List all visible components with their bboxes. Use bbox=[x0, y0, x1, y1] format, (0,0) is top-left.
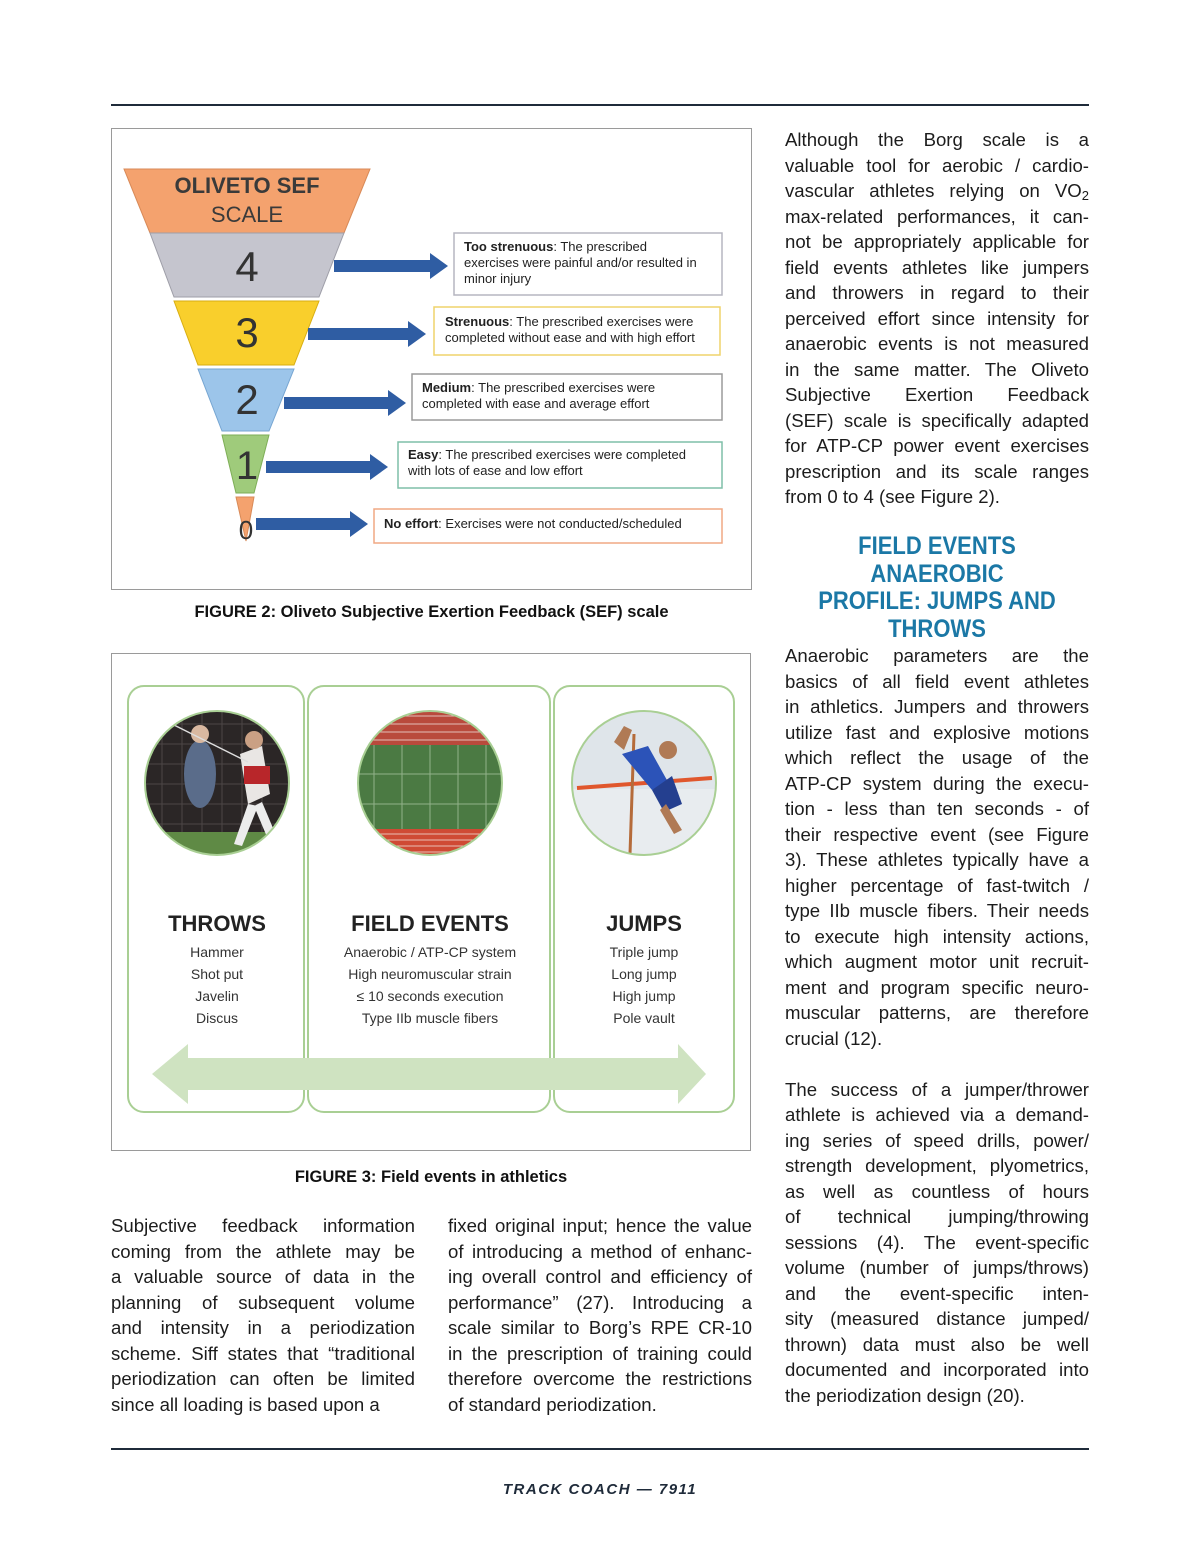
sef-desc-0-label: No effort bbox=[384, 516, 439, 531]
sef-desc-1-line2: with lots of ease and low effort bbox=[408, 463, 583, 478]
text-line: periodization can often be limited bbox=[111, 1368, 415, 1389]
sef-desc-2-label: Medium bbox=[422, 380, 472, 395]
text-line: ing series of speed drills, power/ bbox=[785, 1129, 1089, 1151]
text-line: sessions (4). The event-specific bbox=[785, 1231, 1089, 1253]
right-column-body bbox=[785, 643, 1089, 1408]
text-line bbox=[785, 178, 1089, 204]
throws-item: Hammer bbox=[190, 944, 244, 960]
heading-line: PROFILE: JUMPS AND bbox=[818, 587, 1056, 615]
sef-desc-3-label: Strenuous bbox=[445, 314, 510, 329]
text-line: ment and program specific neuro- bbox=[785, 976, 1089, 998]
svg-text:Too strenuous: The prescribed: Too strenuous: The prescribed bbox=[464, 239, 648, 254]
sef-desc-4-line3: minor injury bbox=[464, 271, 532, 286]
sef-arrow-1 bbox=[266, 454, 388, 480]
heading-line: FIELD EVENTS ANAEROBIC bbox=[858, 532, 1016, 588]
field-events-graphic bbox=[112, 654, 752, 1152]
subscript: 2 bbox=[1081, 188, 1089, 203]
sef-level-3-number: 3 bbox=[235, 309, 259, 356]
text-line: to execute high intensity actions, bbox=[785, 925, 1089, 947]
field-events-item: Type IIb muscle fibers bbox=[361, 1010, 499, 1026]
text-line: Anaerobic parameters are the bbox=[785, 645, 1089, 666]
text-line: coming from the athlete may be bbox=[111, 1240, 415, 1262]
text-line: fixed original input; hence the value bbox=[448, 1215, 752, 1236]
text-line: of standard periodization. bbox=[448, 1393, 657, 1415]
text-line: documented and incorporated into bbox=[785, 1359, 1089, 1380]
top-rule bbox=[111, 104, 1089, 106]
throws-item: Javelin bbox=[195, 988, 239, 1004]
paragraph-gap bbox=[785, 1051, 1089, 1077]
sef-desc-3-line1: The prescribed exercises were bbox=[516, 314, 694, 329]
text-line: for ATP-CP power event exercises bbox=[785, 435, 1089, 456]
text-line: Subjective feedback information bbox=[111, 1215, 415, 1236]
svg-text:No effort: Exercises were not: No effort: Exercises were not conducted/scheduled bbox=[384, 516, 682, 531]
svg-text:Medium: The prescribed exercis: Medium: The prescribed exercises were bbox=[422, 380, 656, 395]
text-line: tion - less than ten seconds - of bbox=[785, 798, 1089, 819]
text-line: of technical jumping/throwing bbox=[785, 1206, 1089, 1227]
text-line: type IIb muscle fibers. Their needs bbox=[785, 900, 1089, 921]
sef-arrow-2 bbox=[284, 390, 406, 416]
text-line: not be appropriately applicable for bbox=[785, 231, 1089, 252]
text-line: (SEF) scale is specifically adapted bbox=[785, 409, 1089, 431]
sef-desc-1-line1: The prescribed exercises were completed bbox=[445, 447, 686, 462]
text-line: planning of subsequent volume bbox=[111, 1291, 415, 1313]
text-line: as well as countless of hours bbox=[785, 1180, 1089, 1202]
text-line: 3). These athletes typically have a bbox=[785, 849, 1089, 870]
text-line: sity (measured distance jumped/ bbox=[785, 1308, 1089, 1329]
sef-desc-2-line2: completed with ease and average effort bbox=[422, 396, 650, 411]
bottom-rule bbox=[111, 1448, 1089, 1450]
figure-2-sef-scale bbox=[111, 128, 752, 590]
text-line: ATP-CP system during the execu- bbox=[785, 772, 1089, 794]
sef-arrow-3 bbox=[308, 321, 426, 347]
text-line: which augment motor unit recruit- bbox=[785, 951, 1089, 972]
sef-level-2-number: 2 bbox=[235, 376, 259, 423]
sef-desc-3-line2: completed without ease and with high effort bbox=[445, 330, 695, 345]
svg-text:Easy: The prescribed exercises: Easy: The prescribed exercises were completed bbox=[408, 447, 686, 462]
section-heading bbox=[803, 533, 1071, 643]
sef-desc-0-line1: Exercises were not conducted/scheduled bbox=[445, 516, 682, 531]
sef-desc-box-3 bbox=[434, 307, 720, 355]
page-footer: TRACK COACH — 7911 bbox=[502, 1481, 698, 1498]
field-events-item: ≤ 10 seconds execution bbox=[356, 988, 504, 1004]
text-line: crucial (12). bbox=[785, 1027, 883, 1049]
text-line: of introducing a method of enhanc- bbox=[448, 1240, 752, 1262]
text-line: the periodization design (20). bbox=[785, 1384, 1025, 1406]
jumps-item: High jump bbox=[612, 988, 676, 1004]
jumps-item: Long jump bbox=[611, 966, 677, 982]
text-line: their respective event (see Figure bbox=[785, 823, 1089, 845]
sef-desc-1-label: Easy bbox=[408, 447, 439, 462]
middle-column-body bbox=[448, 1213, 752, 1417]
jumps-title: JUMPS bbox=[606, 911, 682, 936]
sef-level-0-number: 0 bbox=[238, 515, 254, 545]
throws-item: Shot put bbox=[190, 966, 244, 982]
text-line: prescription and its scale ranges bbox=[785, 460, 1089, 482]
text-line: valuable tool for aerobic / cardio- bbox=[785, 154, 1089, 176]
text-line: muscular patterns, are therefore bbox=[785, 1002, 1089, 1023]
sef-desc-4-label: Too strenuous bbox=[464, 239, 554, 254]
sef-title-line1: OLIVETO SEF bbox=[174, 173, 320, 198]
text-line: scheme. Siff states that “traditional bbox=[111, 1342, 415, 1364]
text-line: strength development, plyometrics, bbox=[785, 1155, 1089, 1176]
text-line: which reflect the usage of the bbox=[785, 747, 1089, 768]
right-column-intro-paragraph bbox=[785, 127, 1089, 510]
field-events-item: High neuromuscular strain bbox=[348, 966, 512, 982]
sef-level-4-number: 4 bbox=[235, 243, 259, 290]
svg-text:Strenuous: The prescribed exer: Strenuous: The prescribed exercises were bbox=[445, 314, 694, 329]
sef-desc-4-line2: exercises were painful and/or resulted in bbox=[464, 255, 697, 270]
text-line: scale similar to Borg’s RPE CR-10 bbox=[448, 1317, 752, 1338]
sef-arrow-4 bbox=[334, 253, 448, 279]
sef-desc-4-line1: The prescribed bbox=[560, 239, 648, 254]
figure-3-caption: FIGURE 3: Field events in athletics bbox=[294, 1168, 568, 1186]
text-line: and intensity in a periodization bbox=[111, 1317, 415, 1338]
text-segment: vascular athletes relying on VO bbox=[785, 180, 1082, 201]
text-line: Although the Borg scale is a bbox=[785, 129, 1089, 150]
text-line: thrown) data must also be well bbox=[785, 1333, 1089, 1355]
sef-scale-graphic bbox=[112, 129, 753, 591]
left-column-body bbox=[111, 1213, 415, 1417]
text-line: since all loading is based upon a bbox=[111, 1393, 380, 1415]
sef-desc-box-0 bbox=[374, 509, 722, 543]
heading-line: THROWS bbox=[888, 614, 986, 643]
text-line: performance” (27). Introducing a bbox=[448, 1291, 752, 1313]
text-line: max-related performances, it can- bbox=[785, 205, 1089, 227]
text-line: a valuable source of data in the bbox=[111, 1266, 415, 1287]
text-line: and throwers in regard to their bbox=[785, 282, 1089, 303]
text-line: Subjective Exertion Feedback bbox=[785, 384, 1089, 405]
sef-level-1-number: 1 bbox=[235, 444, 259, 488]
field-events-title: FIELD EVENTS bbox=[351, 911, 509, 936]
text-line: The success of a jumper/thrower bbox=[785, 1078, 1089, 1100]
sef-desc-2-line1: The prescribed exercises were bbox=[478, 380, 656, 395]
text-line: higher percentage of fast-twitch / bbox=[785, 874, 1089, 896]
text-line: volume (number of jumps/throws) bbox=[785, 1257, 1089, 1278]
sef-desc-box-4 bbox=[454, 233, 722, 295]
sef-title-line2: SCALE bbox=[210, 202, 284, 227]
throws-title: THROWS bbox=[168, 911, 266, 936]
text-line: in the same matter. The Oliveto bbox=[785, 358, 1089, 380]
text-line: perceived effort since intensity for bbox=[785, 307, 1089, 329]
figure-3-field-events bbox=[111, 653, 751, 1151]
sef-desc-box-1 bbox=[398, 442, 722, 488]
text-line: basics of all field event athletes bbox=[785, 670, 1089, 692]
text-line: from 0 to 4 (see Figure 2). bbox=[785, 486, 1000, 507]
text-line: athlete is achieved via a demand- bbox=[785, 1104, 1089, 1125]
text-line: in athletics. Jumpers and throwers bbox=[785, 696, 1089, 717]
text-line: in the prescription of training could bbox=[448, 1342, 752, 1364]
text-line: and the event-specific inten- bbox=[785, 1282, 1089, 1304]
text-line: utilize fast and explosive motions bbox=[785, 721, 1089, 743]
field-events-item: Anaerobic / ATP-CP system bbox=[343, 944, 517, 960]
text-line: ing overall control and efficiency of bbox=[448, 1266, 752, 1287]
text-line: field events athletes like jumpers bbox=[785, 256, 1089, 278]
sef-desc-box-2 bbox=[412, 374, 722, 420]
text-line: therefore overcome the restrictions bbox=[448, 1368, 752, 1389]
figure-2-caption: FIGURE 2: Oliveto Subjective Exertion Feedback (SEF) scale bbox=[194, 603, 669, 621]
sef-arrow-0 bbox=[256, 511, 368, 537]
text-line: anaerobic events is not measured bbox=[785, 333, 1089, 354]
throws-item: Discus bbox=[195, 1010, 239, 1026]
jumps-item: Triple jump bbox=[609, 944, 679, 960]
jumps-item: Pole vault bbox=[613, 1010, 675, 1026]
